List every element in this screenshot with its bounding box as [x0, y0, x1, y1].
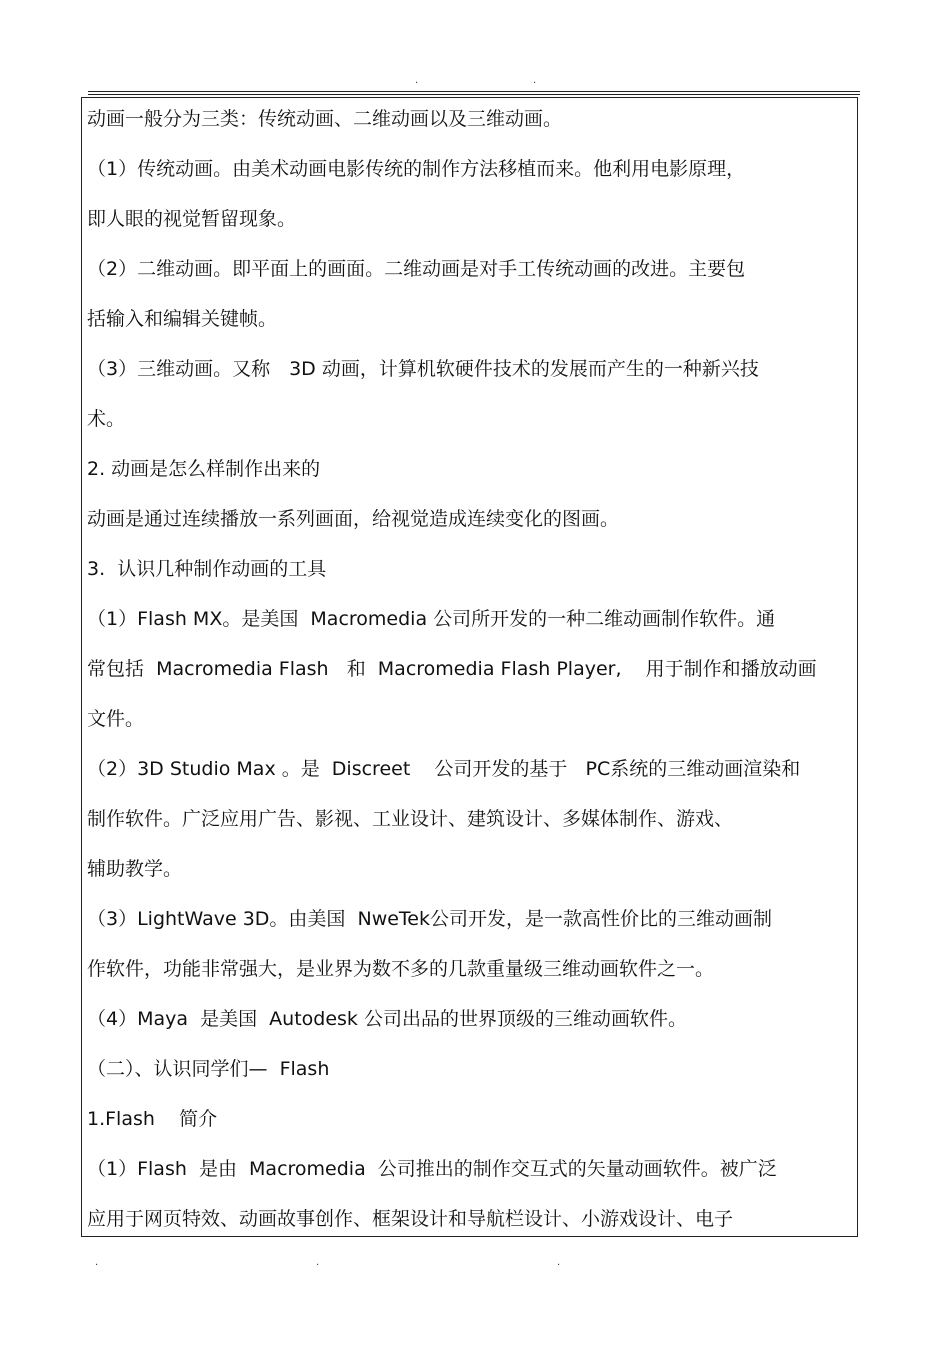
text-line: 动画一般分为三类：传统动画、二维动画以及三维动画。 [87, 108, 563, 130]
text-line: 作软件，功能非常强大，是业界为数不多的几款重量级三维动画软件之一。 [87, 958, 715, 980]
text-line: 即人眼的视觉暂留现象。 [87, 208, 297, 230]
header-mark: . [533, 75, 537, 86]
section-heading: 3. 认识几种制作动画的工具 [87, 558, 327, 580]
text-line: （1）Flash 是由 Macromedia 公司推出的制作交互式的矢量动画软件。被广泛 [87, 1158, 777, 1180]
footer-mark: . [316, 1257, 320, 1268]
footer-mark: . [557, 1257, 561, 1268]
text-line: 术。 [87, 408, 126, 430]
text-line: 辅助教学。 [87, 858, 183, 880]
text-line: （1）Flash MX。是美国 Macromedia 公司所开发的一种二维动画制作软件。通 [87, 608, 776, 630]
text-line: 文件。 [87, 708, 145, 730]
text-line: （3）LightWave 3D。由美国 NweTek公司开发，是一款高性价比的三维动画制 [87, 908, 773, 930]
text-line: （4）Maya 是美国 Autodesk 公司出品的世界顶级的三维动画软件。 [87, 1008, 687, 1030]
section-heading: 1.Flash 简介 [87, 1108, 218, 1130]
text-line: 应用于网页特效、动画故事创作、框架设计和导航栏设计、小游戏设计、电子 [87, 1208, 734, 1230]
text-line: （1）传统动画。由美术动画电影传统的制作方法移植而来。他利用电影原理， [87, 158, 746, 180]
header-rule [88, 91, 860, 92]
section-heading: 2. 动画是怎么样制作出来的 [87, 458, 321, 480]
header-mark: . [415, 75, 419, 86]
text-line: 常包括 Macromedia Flash 和 Macromedia Flash Player, 用于制作和播放动画 [87, 658, 817, 680]
text-line: 括输入和编辑关键帧。 [87, 308, 278, 330]
document-body [87, 104, 852, 1254]
header-rule [88, 94, 860, 95]
text-line: 制作软件。广泛应用广告、影视、工业设计、建筑设计、多媒体制作、游戏、 [87, 808, 734, 830]
text-line: （2）二维动画。即平面上的画面。二维动画是对手工传统动画的改进。主要包 [87, 258, 746, 280]
text-line: （2）3D Studio Max 。是 Discreet 公司开发的基于 PC系统的三维动画渲染和 [87, 758, 801, 780]
section-heading: （二）、认识同学们— Flash [87, 1058, 330, 1080]
text-line: 动画是通过连续播放一系列画面，给视觉造成连续变化的图画。 [87, 508, 620, 530]
text-line: （3）三维动画。又称 3D 动画，计算机软硬件技术的发展而产生的一种新兴技 [87, 358, 759, 380]
footer-mark: . [95, 1257, 99, 1268]
